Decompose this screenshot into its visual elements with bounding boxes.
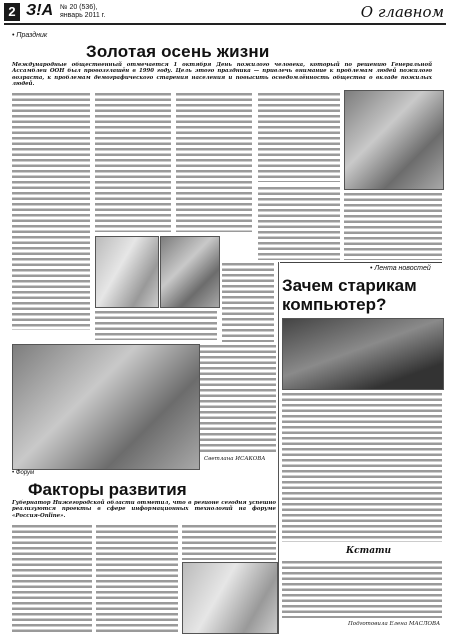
article2-intro: Губернатор Нижегородской области отметил, что в регионе сегодня успешно реализуются проекты в сфере информационных технологий на форуме «Россия-Online». [12, 500, 276, 519]
forum-stand-photo [182, 562, 278, 634]
bullet-icon: • [12, 32, 17, 39]
article2-title: Факторы развития [28, 480, 187, 499]
senior-at-computer-photo [282, 318, 444, 390]
article2-column-3 [200, 344, 276, 454]
article2-column-4 [182, 524, 276, 560]
article1-column-3 [176, 92, 252, 232]
article1-intro: Международные общественный отмечается 1 октября День пожилого человека, который по решению Генеральной Ассамблеи ООН был провозглашён в 1990 году. Цель этого праздника — привлечь внимание к проблемам людей пожилого возраста, к проблемам демографического старения населения и повысить осведомлённость общества о вкладе пожилых людей. [12, 62, 432, 88]
article2-caption: • Форум [12, 470, 35, 476]
issue-info [60, 4, 105, 20]
elderly-couple-photo [344, 90, 444, 190]
seniors-photo-2 [160, 236, 220, 308]
seniors-photo-1 [95, 236, 159, 308]
article1-column-5 [344, 192, 442, 260]
article1-column-2 [95, 92, 171, 232]
page-number: 2 [4, 3, 20, 21]
article1-column-4b [258, 186, 340, 260]
article3-text-2 [282, 560, 442, 618]
section-title: О главном [360, 3, 444, 21]
bullet-icon: • [12, 470, 16, 476]
issue-date: январь 2011 г. [60, 12, 106, 19]
article3-text [282, 392, 442, 542]
header-rule [4, 23, 446, 25]
article3-title: Зачем старикам компьютер? [282, 276, 417, 314]
article1-column-4 [258, 92, 340, 182]
article1-column-6 [222, 262, 274, 342]
article2-signature: Светлана ИСАКОВА [204, 456, 266, 462]
article3-rubric: • Лента новостей [370, 265, 431, 272]
newspaper-logo: З!А [26, 2, 54, 19]
article1-rubric: • Праздник [12, 32, 48, 39]
forum-photo [12, 344, 200, 470]
article1-column-1 [12, 92, 90, 330]
column-divider [278, 262, 279, 634]
page-header [0, 0, 450, 26]
article2-column-1 [12, 524, 92, 632]
article3-subhead: Кстати [346, 546, 392, 556]
issue-number: № 20 (536), [60, 4, 98, 11]
article3-signature: Подготовила Елена МАСЛОВА [348, 621, 441, 627]
bullet-icon: • [370, 265, 375, 272]
article1-column-7 [95, 310, 217, 340]
news-box-rule [280, 262, 442, 263]
article2-column-2 [96, 524, 178, 632]
article1-title: Золотая осень жизни [86, 42, 270, 61]
